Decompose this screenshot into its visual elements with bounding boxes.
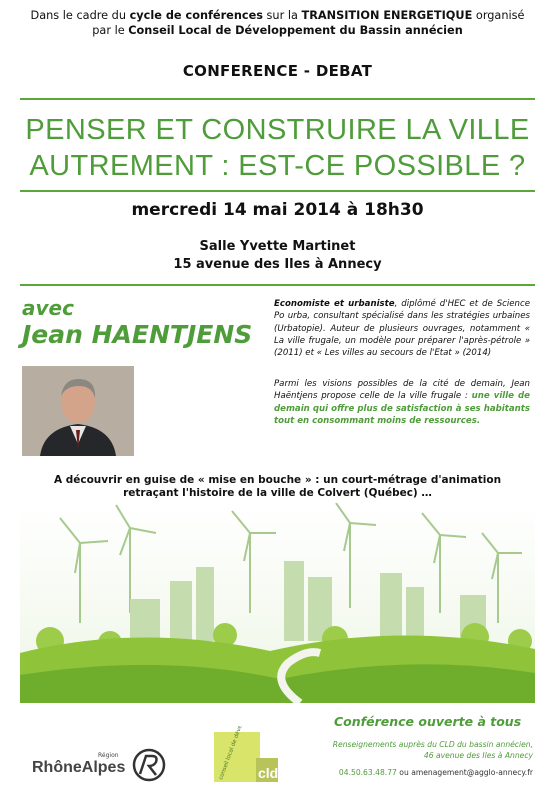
- divider-speaker: [20, 284, 535, 286]
- region-label: Région: [98, 752, 119, 759]
- region-name: RhôneAlpes: [32, 759, 126, 776]
- intro-text-part: Dans le cadre du: [30, 9, 130, 22]
- contact-info: [318, 740, 533, 761]
- intro-text-part: sur la: [262, 9, 302, 22]
- rhone-alpes-logo: [32, 748, 167, 788]
- discover-text: [0, 474, 555, 500]
- divider-bottom: [20, 190, 535, 192]
- speaker-vision: [274, 378, 530, 427]
- headline-line-2: AUTREMENT : EST-CE POSSIBLE ?: [29, 150, 526, 182]
- speaker-with: avec: [22, 296, 74, 320]
- divider-top: [20, 98, 535, 100]
- intro-text: [0, 8, 555, 38]
- wind-turbine-landscape-icon: [20, 503, 535, 703]
- speaker-bio-text: , diplômé d'HEC et de Science Po urba, consultant spécialisé dans les stratégies urbaines (Urbatopie). Auteur de plusieurs ouvrages, notamment « La ville frugale, un modèle pour préparer l'après-pétrole » (2011) et « Les villes au secours de l'Etat » (2014): [274, 299, 531, 359]
- intro-text-part: organisé: [472, 9, 525, 22]
- contact-email[interactable]: amenagement@agglo-annecy.fr: [411, 768, 533, 777]
- speaker-portrait-illustration: [22, 366, 134, 456]
- event-type: CONFERENCE - DEBAT: [182, 62, 373, 80]
- open-to-all: Conférence ouverte à tous: [334, 714, 522, 729]
- contact-line-1: Renseignements auprès du CLD du bassin annécien,: [332, 740, 533, 749]
- cld-logo: [210, 726, 290, 784]
- contact-or: ou: [396, 768, 412, 777]
- contact-phone: 04.50.63.48.77: [338, 768, 397, 777]
- speaker-bio-title: Economiste et urbaniste: [274, 299, 395, 309]
- contact-details: [318, 768, 533, 777]
- speaker-photo: [22, 366, 134, 456]
- rhone-alpes-logo-icon: [32, 748, 167, 784]
- intro-highlight: cycle de conférences: [129, 9, 263, 22]
- cld-logo-icon: [210, 726, 290, 784]
- speaker-vision-text: Parmi les visions possibles de la cité de demain, Jean Haëntjens propose celle de la ville frugale :: [274, 379, 530, 402]
- speaker-name: Jean HAENTJENS: [22, 320, 253, 349]
- contact-line-2: 46 avenue des Iles à Annecy: [423, 750, 533, 760]
- speaker-bio: [274, 298, 530, 359]
- speaker-vision-highlight: une ville de demain qui offre plus de satisfaction à ses habitants tout en consommant moins de ressources.: [274, 391, 530, 426]
- intro-highlight: Conseil Local de Développement du Bassin annécien: [128, 24, 463, 37]
- venue-address: 15 avenue des Iles à Annecy: [173, 257, 382, 272]
- intro-highlight: TRANSITION ENERGETIQUE: [301, 9, 473, 22]
- intro-text-part: par le: [92, 24, 129, 37]
- cld-mark: cld: [258, 765, 279, 781]
- venue-room: Salle Yvette Martinet: [199, 239, 356, 254]
- discover-line-1: A découvrir en guise de « mise en bouche » : un court-métrage d'animation: [53, 474, 502, 486]
- headline: [0, 112, 555, 184]
- headline-line-1: PENSER ET CONSTRUIRE LA VILLE: [25, 114, 530, 146]
- discover-line-2: retraçant l'histoire de la ville de Colvert (Québec) …: [123, 487, 432, 499]
- event-date: mercredi 14 mai 2014 à 18h30: [131, 200, 424, 220]
- venue: [0, 238, 555, 274]
- green-city-illustration: [20, 503, 535, 703]
